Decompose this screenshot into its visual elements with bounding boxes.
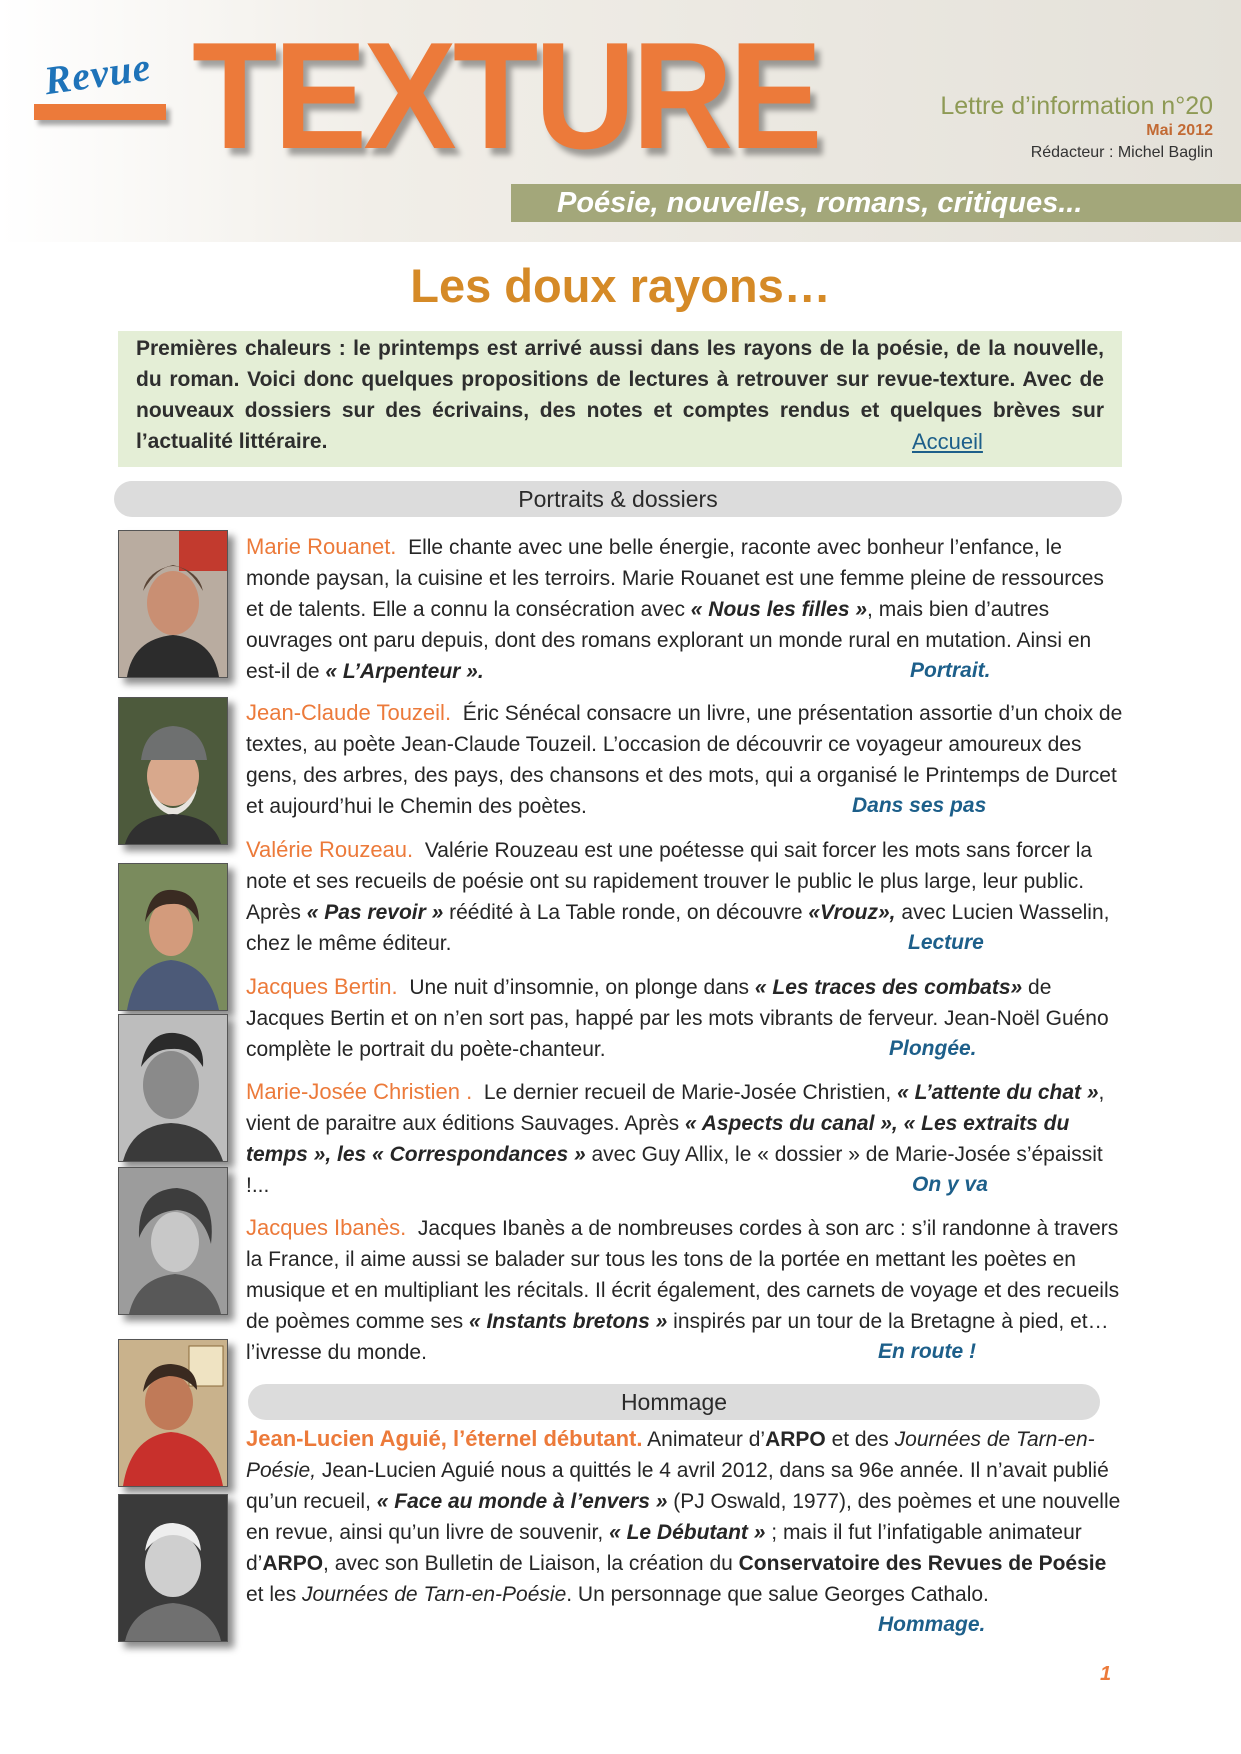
tagline: Poésie, nouvelles, romans, critiques... <box>557 187 1083 219</box>
masthead <box>0 0 1241 242</box>
photo-marie-josee-christien <box>118 1167 228 1315</box>
entry-text: Le dernier recueil de Marie-Josée Christien, <box>483 1081 898 1104</box>
photo-jacques-ibanes <box>118 1339 228 1487</box>
book-title: «Vrouz», <box>808 901 896 924</box>
page-number: 1 <box>1100 1663 1112 1685</box>
intro-box <box>118 331 1122 467</box>
lecture-link[interactable]: Lecture <box>908 931 984 954</box>
entry-jacques-bertin <box>246 971 1126 1065</box>
entry-text: Animateur d’ <box>642 1428 766 1451</box>
portrait-link[interactable]: Portrait. <box>910 659 991 682</box>
photo-jacques-bertin <box>118 1014 228 1162</box>
texture-logo: TEXTURE <box>192 11 819 181</box>
entry-text: avec Guy Allix, le « dossier » de Marie-Josée s’épaissit !... <box>246 1143 1103 1197</box>
issue-date: Mai 2012 <box>1146 122 1213 139</box>
entry-text: Éric Sénécal consacre un livre, une présentation assortie d’un choix de textes, au poète Jean-Claude Touzeil. L’occasion de découvrir ce voyageur amoureux des gens, des arbres, des pays, des chansons et des mots, qui a organisé le Printemps de Durcet et aujourd’hui le Chemin des poètes. <box>246 702 1123 818</box>
photo-valerie-rouzeau <box>118 863 228 1011</box>
book-title: « Pas revoir » <box>306 901 444 924</box>
revue-logo-text: Revue <box>41 43 154 104</box>
page-title: Les doux rayons… <box>410 259 831 312</box>
section-hommage-header: Hommage <box>248 1384 1100 1420</box>
on-y-va-link[interactable]: On y va <box>912 1173 988 1196</box>
entry-marie-josee-christien <box>246 1076 1126 1201</box>
entry-name: Marie-Josée Christien . <box>246 1079 473 1104</box>
org-name: ARPO <box>765 1428 826 1451</box>
en-route-link[interactable]: En route ! <box>878 1340 976 1363</box>
entry-text: et des <box>825 1428 895 1451</box>
entry-text: Valérie Rouzeau est une poétesse qui sait forcer les mots sans forcer la note et ses recueils de poésie ont su rapidement trouver le public le plus large, leur public. Après <box>246 839 1093 924</box>
entry-valerie-rouzeau <box>246 834 1126 959</box>
entry-name: Jacques Bertin. <box>246 974 398 999</box>
photo-jean-lucien-aguie <box>118 1494 228 1642</box>
entry-text: réédité à La Table ronde, on découvre <box>443 901 809 924</box>
entry-text: , vient de paraitre aux éditions Sauvages. Après <box>246 1081 1105 1135</box>
entry-text: Jacques Ibanès a de nombreuses cordes à son arc : s’il randonne à travers la France, il aime aussi se balader sur tous les tons de la portée en mettant les poètes en musique et en multipliant les récitals. Il écrit également, des carnets de voyage et des recueils de poèmes comme ses <box>246 1217 1120 1333</box>
section-portraits-header: Portraits & dossiers <box>114 481 1122 517</box>
entry-text: avec Lucien Wasselin, chez le même éditeur. <box>246 901 1110 955</box>
entry-text: de Jacques Bertin et on n’en sort pas, happé par les mots vibrants de ferveur. Jean-Noël Guéno complète le portrait du poète-chanteur. <box>246 976 1109 1061</box>
book-title: « Le Débutant » <box>609 1521 766 1544</box>
photo-marie-rouanet <box>118 530 228 678</box>
entry-name: Jean-Claude Touzeil. <box>246 700 452 725</box>
book-title: « L’attente du chat » <box>897 1081 1099 1104</box>
entry-text: inspirés par un tour de la Bretagne à pied, et… l’ivresse du monde. <box>246 1310 1109 1364</box>
entry-text: ; mais il fut l’infatigable animateur d’ <box>246 1521 1082 1575</box>
entry-jean-claude-touzeil <box>246 697 1126 822</box>
entry-marie-rouanet <box>246 531 1126 687</box>
event-name: Journées de Tarn-en-Poésie <box>302 1583 567 1606</box>
book-title: « Instants bretons » <box>468 1310 668 1333</box>
photo-jean-claude-touzeil <box>118 697 228 845</box>
book-title: « L’Arpenteur ». <box>325 660 484 683</box>
org-name: Conservatoire des Revues de Poésie <box>738 1552 1107 1575</box>
entry-text: (PJ Oswald, 1977), des poèmes et une nouvelle en revue, ainsi qu’un livre de souvenir, <box>246 1490 1121 1544</box>
event-name: Journées de Tarn-en-Poésie, <box>246 1428 1095 1482</box>
hommage-link[interactable]: Hommage. <box>878 1613 986 1636</box>
entry-name: Valérie Rouzeau. <box>246 837 414 862</box>
entry-text: . Un personnage que salue Georges Cathalo. <box>566 1583 989 1606</box>
entry-name: Marie Rouanet. <box>246 534 397 559</box>
entry-jacques-ibanes <box>246 1212 1126 1368</box>
revue-logo-bar <box>34 104 166 120</box>
book-title: « Face au monde à l’envers » <box>376 1490 668 1513</box>
book-title: « Aspects du canal », « Les extraits du temps », les « Correspondances » <box>246 1112 1070 1166</box>
editor-credit: Rédacteur : Michel Baglin <box>1030 144 1213 161</box>
entry-text: , mais bien d’autres ouvrages ont paru depuis, dont des romans explorant un monde rural en mutation. Ainsi en est-il de <box>246 598 1092 683</box>
dans-ses-pas-link[interactable]: Dans ses pas <box>852 794 987 817</box>
newsletter-number: Lettre d’information n°20 <box>940 92 1213 120</box>
intro-text: Premières chaleurs : le printemps est arrivé aussi dans les rayons de la poésie, de la nouvelle, du roman. Voici donc quelques propositions de lectures à retrouver sur revue-texture. Avec de nouveaux dossiers sur des écrivains, des notes et comptes rendus et quelques brèves sur l’actualité littéraire. <box>136 337 1104 453</box>
entry-name: Jean-Lucien Aguié, l’éternel débutant. <box>246 1426 643 1451</box>
entry-text: , avec son Bulletin de Liaison, la création du <box>323 1552 739 1575</box>
entry-name: Jacques Ibanès. <box>246 1215 407 1240</box>
entry-text: Jean-Lucien Aguié nous a quittés le 4 avril 2012, dans sa 96e année. Il n’avait publié qu’un recueil, <box>246 1459 1109 1513</box>
accueil-link[interactable]: Accueil <box>912 429 983 454</box>
entry-jean-lucien-aguie <box>246 1423 1126 1636</box>
entry-text: Une nuit d’insomnie, on plonge dans <box>409 976 755 999</box>
plongee-link[interactable]: Plongée. <box>889 1037 977 1060</box>
book-title: « Nous les filles » <box>690 598 868 621</box>
entry-text: Elle chante avec une belle énergie, raconte avec bonheur l’enfance, le monde paysan, la cuisine et les terroirs. Marie Rouanet est une femme pleine de ressources et de talents. Elle a connu la consécration avec <box>246 536 1104 621</box>
org-name: ARPO <box>262 1552 324 1575</box>
entry-text: et les <box>246 1583 303 1606</box>
book-title: « Les traces des combats» <box>754 976 1023 999</box>
